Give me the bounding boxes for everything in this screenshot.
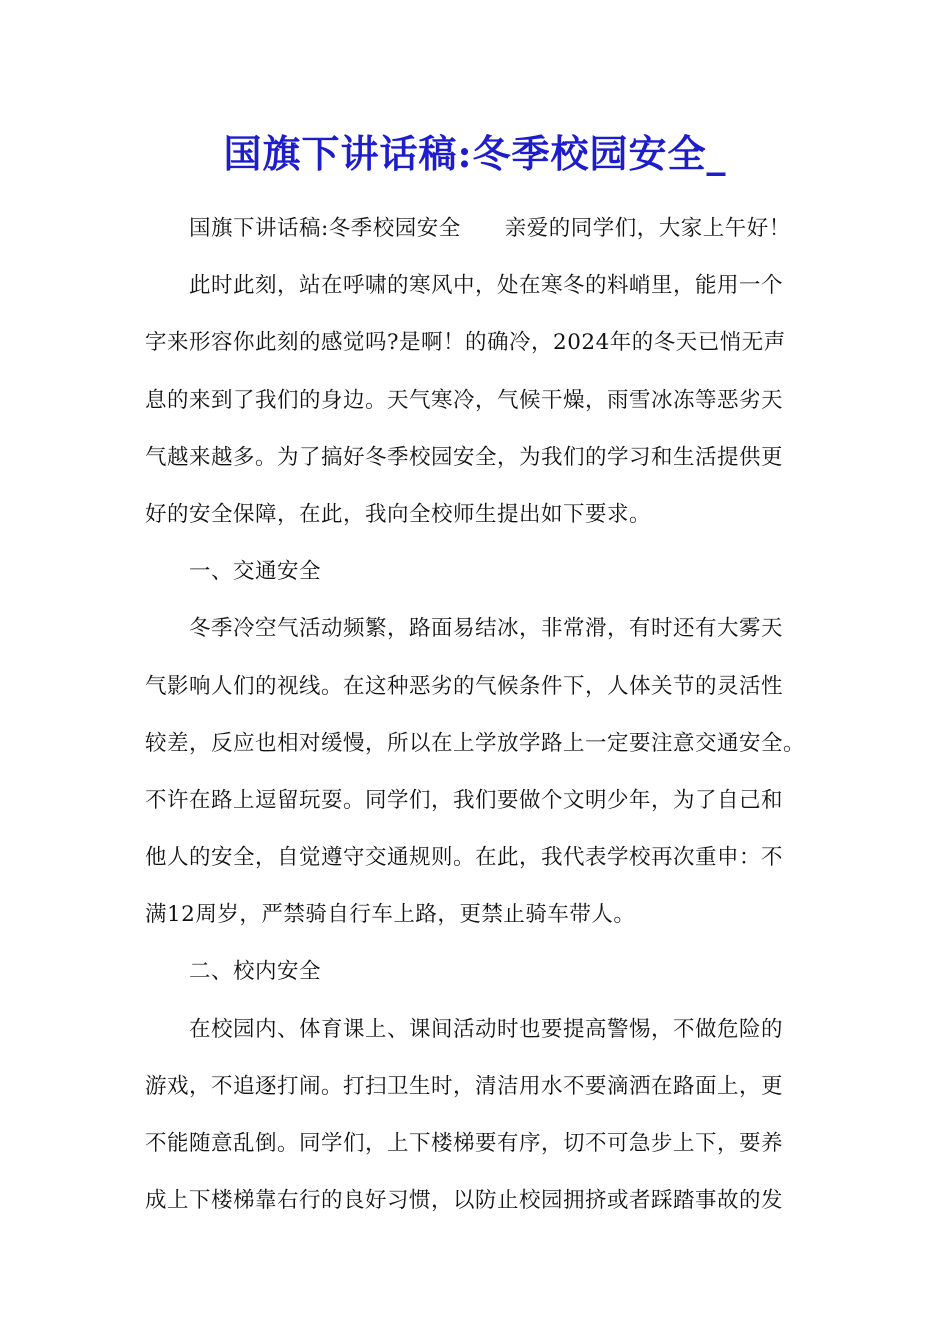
section-heading-traffic: 一、交通安全 bbox=[189, 559, 322, 585]
section-heading-campus: 二、校内安全 bbox=[189, 959, 322, 985]
text-line: 满12周岁，严禁骑自行车上路，更禁止骑车带人。 bbox=[145, 902, 636, 928]
opening-line bbox=[145, 200, 810, 257]
text-line: 气影响人们的视线。在这种恶劣的气候条件下，人体关节的灵活性 bbox=[145, 673, 784, 699]
text-line: 较差，反应也相对缓慢，所以在上学放学路上一定要注意交通安全。 bbox=[145, 730, 806, 756]
speech-title-inline: 国旗下讲话稿:冬季校园安全 bbox=[189, 216, 461, 241]
text-line: 在校园内、体育课上、课间活动时也要提高警惕，不做危险的 bbox=[189, 1016, 784, 1042]
text-line: 息的来到了我们的身边。天气寒冷，气候干燥，雨雪冰冻等恶劣天 bbox=[145, 387, 784, 413]
text-line: 冬季冷空气活动频繁，路面易结冰，非常滑，有时还有大雾天 bbox=[189, 616, 784, 642]
text-line: 好的安全保障，在此，我向全校师生提出如下要求。 bbox=[145, 501, 652, 527]
greeting: 亲爱的同学们，大家上午好！ bbox=[504, 216, 791, 241]
text-line: 游戏，不追逐打闹。打扫卫生时，清洁用水不要滴洒在路面上，更 bbox=[145, 1073, 784, 1099]
document-body bbox=[145, 200, 810, 1229]
text-line: 不能随意乱倒。同学们，上下楼梯要有序，切不可急步上下，要养 bbox=[145, 1131, 784, 1156]
text-line: 成上下楼梯靠右行的良好习惯，以防止校园拥挤或者踩踏事故的发 bbox=[145, 1188, 784, 1214]
text-line: 气越来越多。为了搞好冬季校园安全，为我们的学习和生活提供更 bbox=[145, 444, 784, 470]
text-line: 他人的安全，自觉遵守交通规则。在此，我代表学校再次重申：不 bbox=[145, 845, 784, 871]
text-line: 字来形容你此刻的感觉吗?是啊！的确冷，2024年的冬天已悄无声 bbox=[145, 330, 786, 356]
text-line: 不许在路上逗留玩耍。同学们，我们要做个文明少年，为了自己和 bbox=[145, 787, 784, 813]
document-title: 国旗下讲话稿:冬季校园安全_ bbox=[223, 131, 727, 176]
text-line: 此时此刻，站在呼啸的寒风中，处在寒冬的料峭里，能用一个 bbox=[189, 273, 784, 299]
